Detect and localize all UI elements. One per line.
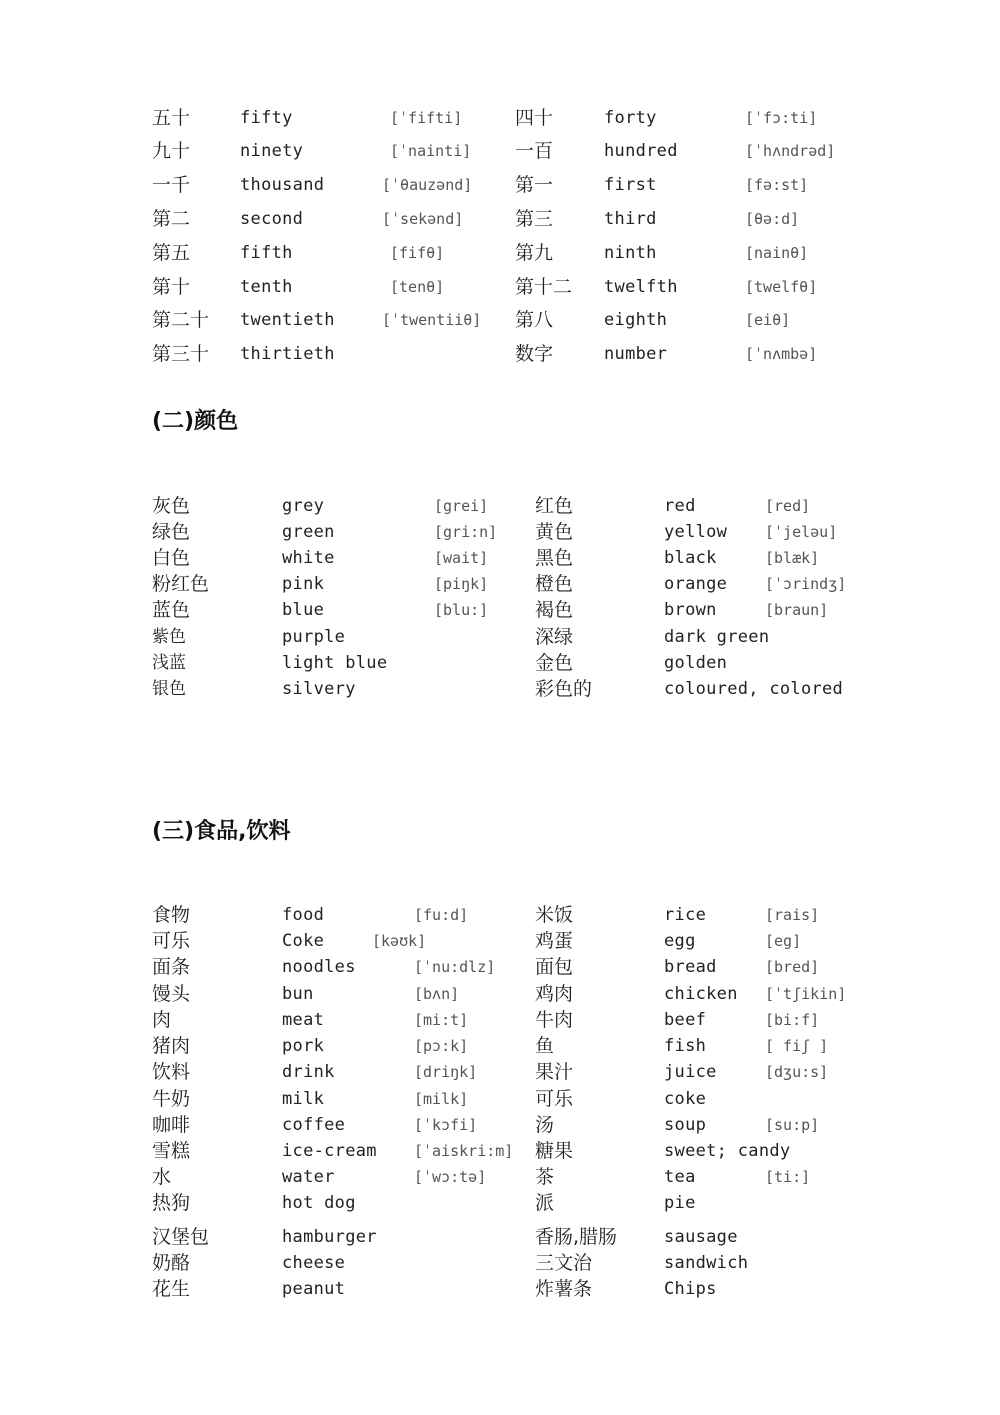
word-english: sausage	[664, 1227, 738, 1247]
word-chinese: 一百	[515, 140, 554, 162]
word-english: noodles	[282, 957, 356, 977]
word-chinese: 粉红色	[152, 573, 210, 595]
word-chinese: 彩色的	[535, 678, 593, 700]
table-row	[0, 928, 1000, 954]
word-english: Coke	[282, 931, 325, 951]
word-chinese: 花生	[152, 1278, 191, 1300]
word-chinese: 面包	[535, 956, 574, 978]
word-english: light blue	[282, 653, 388, 673]
word-english: pork	[282, 1036, 325, 1056]
word-phonetic: [ˈnainti]	[390, 142, 472, 160]
word-phonetic: [blæk]	[765, 549, 820, 567]
table-row	[0, 206, 1000, 232]
word-phonetic: [bi:f]	[765, 1011, 820, 1029]
word-chinese: 可乐	[152, 930, 191, 952]
word-phonetic: [ˈkɔfi]	[414, 1116, 478, 1134]
word-phonetic: [twelfθ]	[745, 278, 818, 296]
table-row	[0, 571, 1000, 597]
word-chinese: 第五	[152, 242, 191, 264]
table-row	[0, 105, 1000, 131]
word-phonetic: [ˈfifti]	[390, 109, 463, 127]
word-english: fish	[664, 1036, 707, 1056]
word-chinese: 鱼	[535, 1035, 555, 1057]
word-chinese: 米饭	[535, 904, 574, 926]
word-english: Chips	[664, 1279, 717, 1299]
food-heading: (三)食品,饮料	[152, 819, 291, 844]
word-phonetic: [θə:d]	[745, 210, 800, 228]
word-english: dark green	[664, 627, 770, 647]
word-phonetic: [grei]	[434, 497, 489, 515]
word-english: food	[282, 905, 325, 925]
table-row	[0, 981, 1000, 1007]
word-chinese: 肉	[152, 1009, 172, 1031]
word-phonetic: [bʌn]	[414, 985, 460, 1003]
word-chinese: 牛奶	[152, 1088, 191, 1110]
word-english: yellow	[664, 522, 728, 542]
word-phonetic: [blu:]	[434, 601, 489, 619]
table-row	[0, 138, 1000, 164]
word-phonetic: [eg]	[765, 932, 802, 950]
word-english: third	[604, 209, 657, 229]
word-english: rice	[664, 905, 707, 925]
word-english: tenth	[240, 277, 293, 297]
word-english: bread	[664, 957, 717, 977]
word-phonetic: [tenθ]	[390, 278, 445, 296]
word-chinese: 咖啡	[152, 1114, 191, 1136]
word-english: thousand	[240, 175, 325, 195]
word-phonetic: [ fiʃ ]	[765, 1037, 829, 1055]
word-english: bun	[282, 984, 314, 1004]
word-chinese: 第十	[152, 276, 191, 298]
word-chinese: 浅蓝	[152, 653, 186, 673]
word-english: meat	[282, 1010, 325, 1030]
word-phonetic: [mi:t]	[414, 1011, 469, 1029]
word-phonetic: [bred]	[765, 958, 820, 976]
table-row	[0, 1033, 1000, 1059]
word-phonetic: [ˈjeləu]	[765, 523, 838, 541]
word-english: cheese	[282, 1253, 346, 1273]
word-chinese: 第二十	[152, 309, 210, 331]
word-chinese: 四十	[515, 107, 554, 129]
word-phonetic: [braun]	[765, 601, 829, 619]
word-phonetic: [red]	[765, 497, 811, 515]
word-english: first	[604, 175, 657, 195]
word-chinese: 白色	[152, 547, 191, 569]
word-english: black	[664, 548, 717, 568]
word-english: milk	[282, 1089, 325, 1109]
table-row	[0, 1007, 1000, 1033]
table-row	[0, 597, 1000, 623]
word-chinese: 香肠,腊肠	[535, 1226, 618, 1248]
word-phonetic: [ˈhʌndrəd]	[745, 142, 836, 160]
word-phonetic: [ti:]	[765, 1168, 811, 1186]
word-english: sweet; candy	[664, 1141, 791, 1161]
word-phonetic: [ˈtʃikin]	[765, 985, 847, 1003]
word-chinese: 炸薯条	[535, 1278, 593, 1300]
word-chinese: 第十二	[515, 276, 573, 298]
word-english: eighth	[604, 310, 668, 330]
word-english: tea	[664, 1167, 696, 1187]
word-phonetic: [dʒu:s]	[765, 1063, 829, 1081]
table-row	[0, 1059, 1000, 1085]
word-phonetic: [kəʊk]	[372, 932, 427, 950]
word-chinese: 第九	[515, 242, 554, 264]
word-phonetic: [ˈθauzənd]	[382, 176, 473, 194]
table-row	[0, 1086, 1000, 1112]
table-row	[0, 624, 1000, 650]
word-phonetic: [fifθ]	[390, 244, 445, 262]
word-chinese: 水	[152, 1166, 172, 1188]
word-english: second	[240, 209, 304, 229]
word-phonetic: [driŋk]	[414, 1063, 478, 1081]
word-chinese: 果汁	[535, 1061, 574, 1083]
table-row	[0, 902, 1000, 928]
word-chinese: 第二	[152, 208, 191, 230]
table-row	[0, 1190, 1000, 1216]
word-english: fifth	[240, 243, 293, 263]
table-row	[0, 1138, 1000, 1164]
word-english: forty	[604, 108, 657, 128]
word-chinese: 灰色	[152, 495, 191, 517]
word-english: beef	[664, 1010, 707, 1030]
word-phonetic: [su:p]	[765, 1116, 820, 1134]
table-row	[0, 1224, 1000, 1250]
table-row	[0, 274, 1000, 300]
word-english: hundred	[604, 141, 678, 161]
table-row	[0, 1164, 1000, 1190]
word-chinese: 第三	[515, 208, 554, 230]
word-phonetic: [fə:st]	[745, 176, 809, 194]
word-english: peanut	[282, 1279, 346, 1299]
word-chinese: 深绿	[535, 626, 574, 648]
word-chinese: 蓝色	[152, 599, 191, 621]
word-chinese: 三文治	[535, 1252, 593, 1274]
word-chinese: 奶酪	[152, 1252, 191, 1274]
word-english: white	[282, 548, 335, 568]
word-chinese: 茶	[535, 1166, 555, 1188]
word-chinese: 糖果	[535, 1140, 574, 1162]
colors-heading: (二)颜色	[152, 409, 239, 434]
word-chinese: 第一	[515, 174, 554, 196]
word-english: twelfth	[604, 277, 678, 297]
word-phonetic: [nainθ]	[745, 244, 809, 262]
word-english: grey	[282, 496, 325, 516]
word-chinese: 猪肉	[152, 1035, 191, 1057]
table-row	[0, 545, 1000, 571]
table-row	[0, 172, 1000, 198]
word-english: coke	[664, 1089, 707, 1109]
word-english: green	[282, 522, 335, 542]
word-phonetic: [ˈɔrindʒ]	[765, 575, 847, 593]
word-english: ice-cream	[282, 1141, 377, 1161]
word-chinese: 银色	[152, 679, 186, 699]
word-english: pink	[282, 574, 325, 594]
word-chinese: 第三十	[152, 343, 210, 365]
word-chinese: 鸡肉	[535, 983, 574, 1005]
word-english: red	[664, 496, 696, 516]
word-chinese: 紫色	[152, 627, 186, 647]
word-phonetic: [ˈtwentiiθ]	[382, 311, 482, 329]
word-chinese: 金色	[535, 652, 574, 674]
word-phonetic: [rais]	[765, 906, 820, 924]
word-phonetic: [ˈwɔ:tə]	[414, 1168, 487, 1186]
word-chinese: 可乐	[535, 1088, 574, 1110]
word-english: hot dog	[282, 1193, 356, 1213]
table-row	[0, 650, 1000, 676]
word-phonetic: [ˈfɔ:ti]	[745, 109, 818, 127]
word-english: coffee	[282, 1115, 346, 1135]
word-chinese: 九十	[152, 140, 191, 162]
table-row	[0, 519, 1000, 545]
table-row	[0, 307, 1000, 333]
table-row	[0, 341, 1000, 367]
table-row	[0, 676, 1000, 702]
word-english: ninth	[604, 243, 657, 263]
word-chinese: 第八	[515, 309, 554, 331]
word-chinese: 一千	[152, 174, 191, 196]
word-english: silvery	[282, 679, 356, 699]
word-english: sandwich	[664, 1253, 749, 1273]
word-chinese: 食物	[152, 904, 191, 926]
word-chinese: 牛肉	[535, 1009, 574, 1031]
word-english: ninety	[240, 141, 304, 161]
word-phonetic: [gri:n]	[434, 523, 498, 541]
word-chinese: 雪糕	[152, 1140, 191, 1162]
word-chinese: 热狗	[152, 1192, 191, 1214]
word-chinese: 绿色	[152, 521, 191, 543]
word-english: egg	[664, 931, 696, 951]
word-phonetic: [pɔ:k]	[414, 1037, 469, 1055]
word-phonetic: [wait]	[434, 549, 489, 567]
word-chinese: 数字	[515, 343, 554, 365]
word-phonetic: [ˈaiskri:m]	[414, 1142, 514, 1160]
table-row	[0, 240, 1000, 266]
word-english: pie	[664, 1193, 696, 1213]
word-english: chicken	[664, 984, 738, 1004]
word-english: drink	[282, 1062, 335, 1082]
word-chinese: 黑色	[535, 547, 574, 569]
word-phonetic: [ˈnu:dlz]	[414, 958, 496, 976]
word-chinese: 饮料	[152, 1061, 191, 1083]
table-row	[0, 1276, 1000, 1302]
word-english: twentieth	[240, 310, 335, 330]
word-chinese: 黄色	[535, 521, 574, 543]
table-row	[0, 1112, 1000, 1138]
word-english: number	[604, 344, 668, 364]
word-phonetic: [ˈsekənd]	[382, 210, 464, 228]
word-english: golden	[664, 653, 728, 673]
word-phonetic: [piŋk]	[434, 575, 489, 593]
word-english: brown	[664, 600, 717, 620]
word-chinese: 馒头	[152, 983, 191, 1005]
word-english: orange	[664, 574, 728, 594]
word-chinese: 派	[535, 1192, 555, 1214]
word-phonetic: [ˈnʌmbə]	[745, 345, 818, 363]
table-row	[0, 954, 1000, 980]
word-phonetic: [fu:d]	[414, 906, 469, 924]
word-chinese: 鸡蛋	[535, 930, 574, 952]
word-english: thirtieth	[240, 344, 335, 364]
word-english: water	[282, 1167, 335, 1187]
word-english: purple	[282, 627, 346, 647]
word-chinese: 五十	[152, 107, 191, 129]
word-english: blue	[282, 600, 325, 620]
table-row	[0, 1250, 1000, 1276]
word-chinese: 面条	[152, 956, 191, 978]
word-phonetic: [milk]	[414, 1090, 469, 1108]
word-chinese: 褐色	[535, 599, 574, 621]
table-row	[0, 493, 1000, 519]
word-english: hamburger	[282, 1227, 377, 1247]
word-chinese: 红色	[535, 495, 574, 517]
word-chinese: 汤	[535, 1114, 555, 1136]
word-chinese: 汉堡包	[152, 1226, 210, 1248]
word-english: fifty	[240, 108, 293, 128]
word-chinese: 橙色	[535, 573, 574, 595]
word-english: juice	[664, 1062, 717, 1082]
word-english: coloured, colored	[664, 679, 844, 699]
word-english: soup	[664, 1115, 707, 1135]
word-phonetic: [eiθ]	[745, 311, 791, 329]
